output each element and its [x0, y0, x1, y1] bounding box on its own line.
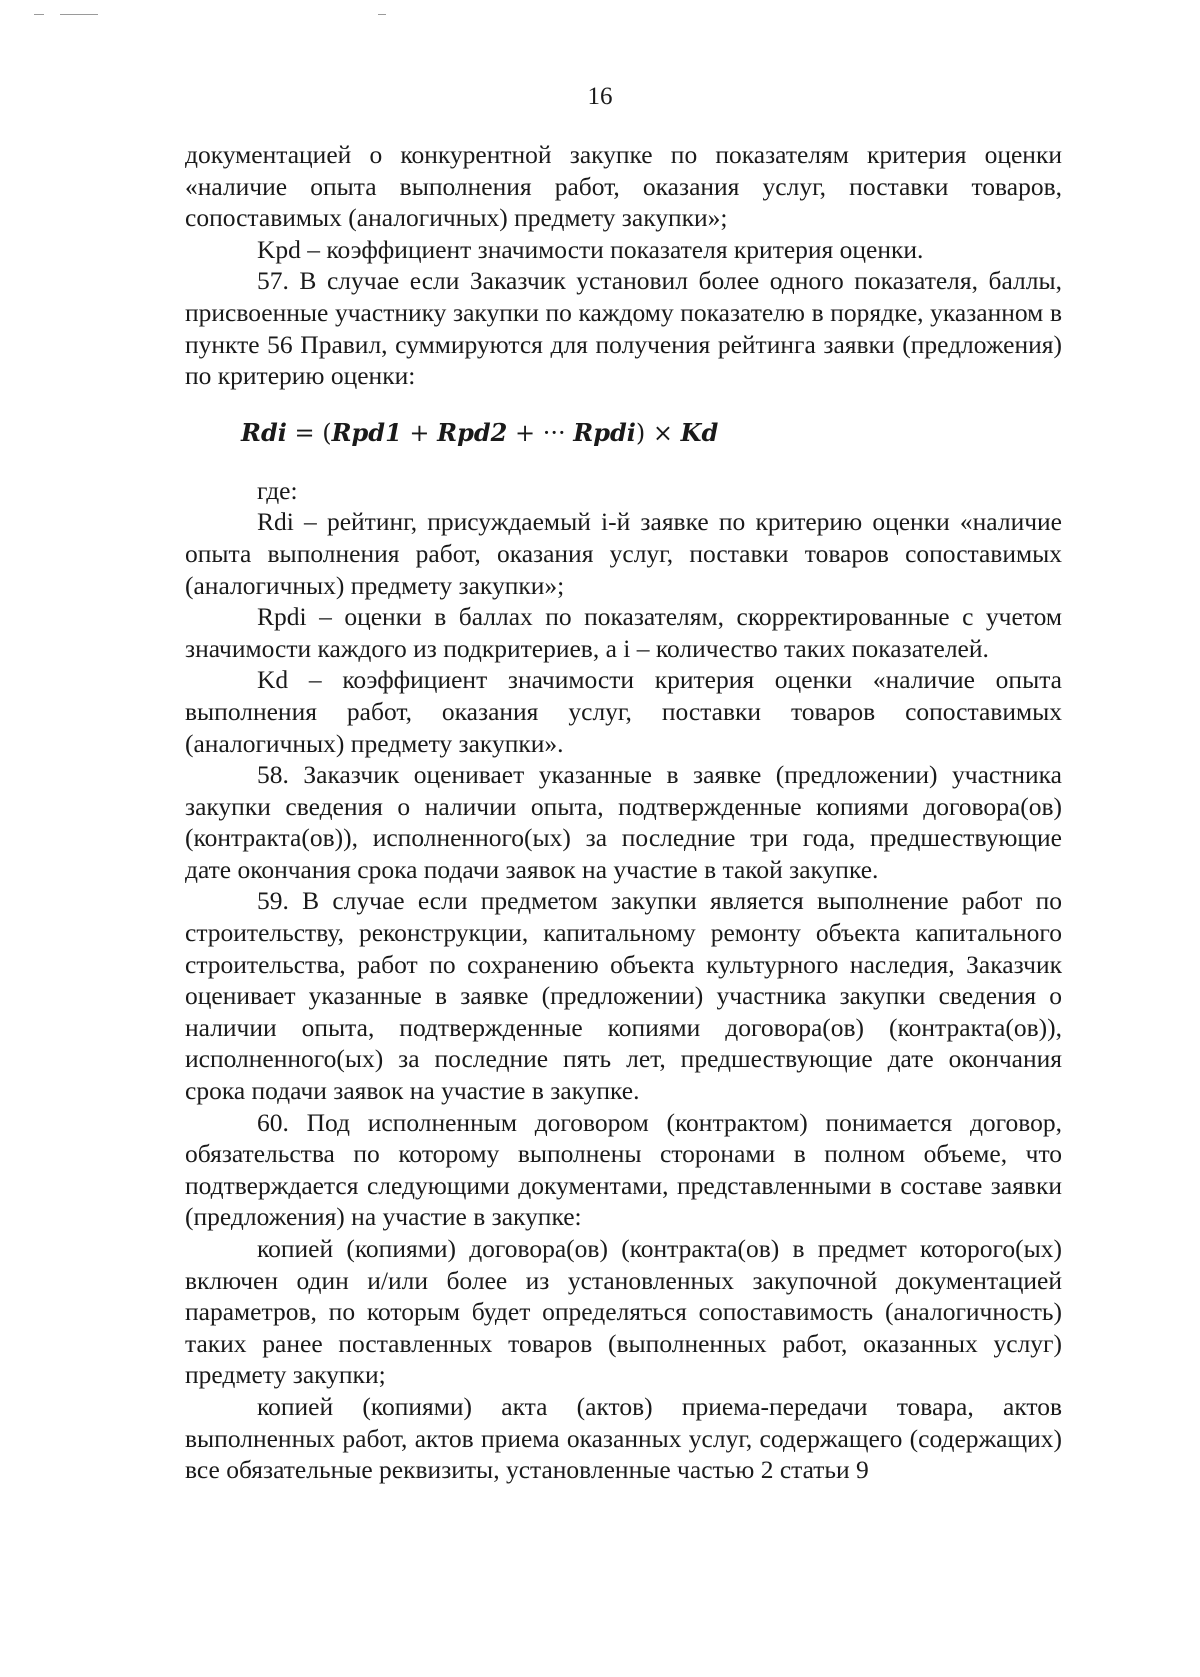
paragraph: 60. Под исполненным договором (контрактом) понимается договор, обязательства по которому выполнены сторонами в полном объеме, что подтверждается следующими документами, представленными в составе заявки (предложения) на участие в закупке: [185, 1107, 1062, 1232]
formula-operator: + ··· [507, 418, 574, 447]
formula-term: Rpd1 [331, 417, 402, 447]
formula-term: Kd [680, 417, 719, 447]
paragraph: Rpdi – оценки в баллах по показателям, скорректированные с учетом значимости каждого из подкритериев, а i – количество таких показателей. [185, 602, 1062, 663]
scan-artifact-mark [378, 14, 386, 15]
paragraph: Kpd – коэффициент значимости показателя критерия оценки. [257, 234, 924, 264]
formula-term: Rdi [241, 417, 287, 447]
formula-operator: = ( [286, 418, 332, 447]
paragraph: 58. Заказчик оценивает указанные в заявке (предложении) участника закупки сведения о наличии опыта, подтвержденные копиями договора(ов) (контракта(ов)), исполненного(ых) за последние три года, предшествующие дате окончания срока подачи заявок на участие в такой закупке. [185, 760, 1062, 884]
where-label: где: [257, 475, 298, 505]
formula-term: Rpdi [573, 417, 636, 447]
rating-formula [241, 413, 1062, 453]
formula-operator: + [401, 418, 438, 447]
formula-term: Rpd2 [437, 417, 508, 447]
formula-operator: ) × [635, 418, 681, 447]
paragraph: копией (копиями) договора(ов) (контракта(ов) в предмет которого(ых) включен один и/или более из установленных закупочной документацией параметров, по которым будет определяться сопоставимость (аналогичность) таких ранее поставленных товаров (выполненных работ, оказанных услуг) предмету закупки; [185, 1234, 1062, 1390]
document-body [185, 139, 1062, 1486]
scan-artifact-mark [60, 14, 98, 15]
paragraph: Kd – коэффициент значимости критерия оценки «наличие опыта выполнения работ, оказания услуг, поставки товаров сопоставимых (аналогичных) предмету закупки». [185, 665, 1062, 758]
paragraph: 57. В случае если Заказчик установил более одного показателя, баллы, присвоенные участнику закупки по каждому показателю в порядке, указанном в пункте 56 Правил, суммируются для получения рейтинга заявки (предложения) по критерию оценки: [185, 266, 1062, 391]
paragraph: 59. В случае если предметом закупки является выполнение работ по строительству, реконструкции, капитальному ремонту объекта капитального строительства, работ по сохранению объекта культурного наследия, Заказчик оценивает указанные в заявке (предложении) участника закупки сведения о наличии опыта, подтвержденные копиями договора(ов) (контракта(ов)), исполненного(ых) за последние пять лет, предшествующие дате окончания срока подачи заявок на участие в закупке. [185, 886, 1062, 1106]
paragraph: копией (копиями) акта (актов) приема-передачи товара, актов выполненных работ, актов приема оказанных услуг, содержащего (содержащих) все обязательные реквизиты, установленные частью 2 статьи 9 [185, 1391, 1062, 1485]
page-number: 16 [587, 83, 613, 110]
scan-artifact-mark [34, 14, 44, 15]
paragraph: Rdi – рейтинг, присуждаемый i-й заявке по критерию оценки «наличие опыта выполнения работ, оказания услуг, поставки товаров сопоставимых (аналогичных) предмету закупки»; [185, 507, 1062, 600]
paragraph: документацией о конкурентной закупке по показателям критерия оценки «наличие опыта выполнения работ, оказания услуг, поставки товаров, сопоставимых (аналогичных) предмету закупки»; [185, 140, 1062, 233]
